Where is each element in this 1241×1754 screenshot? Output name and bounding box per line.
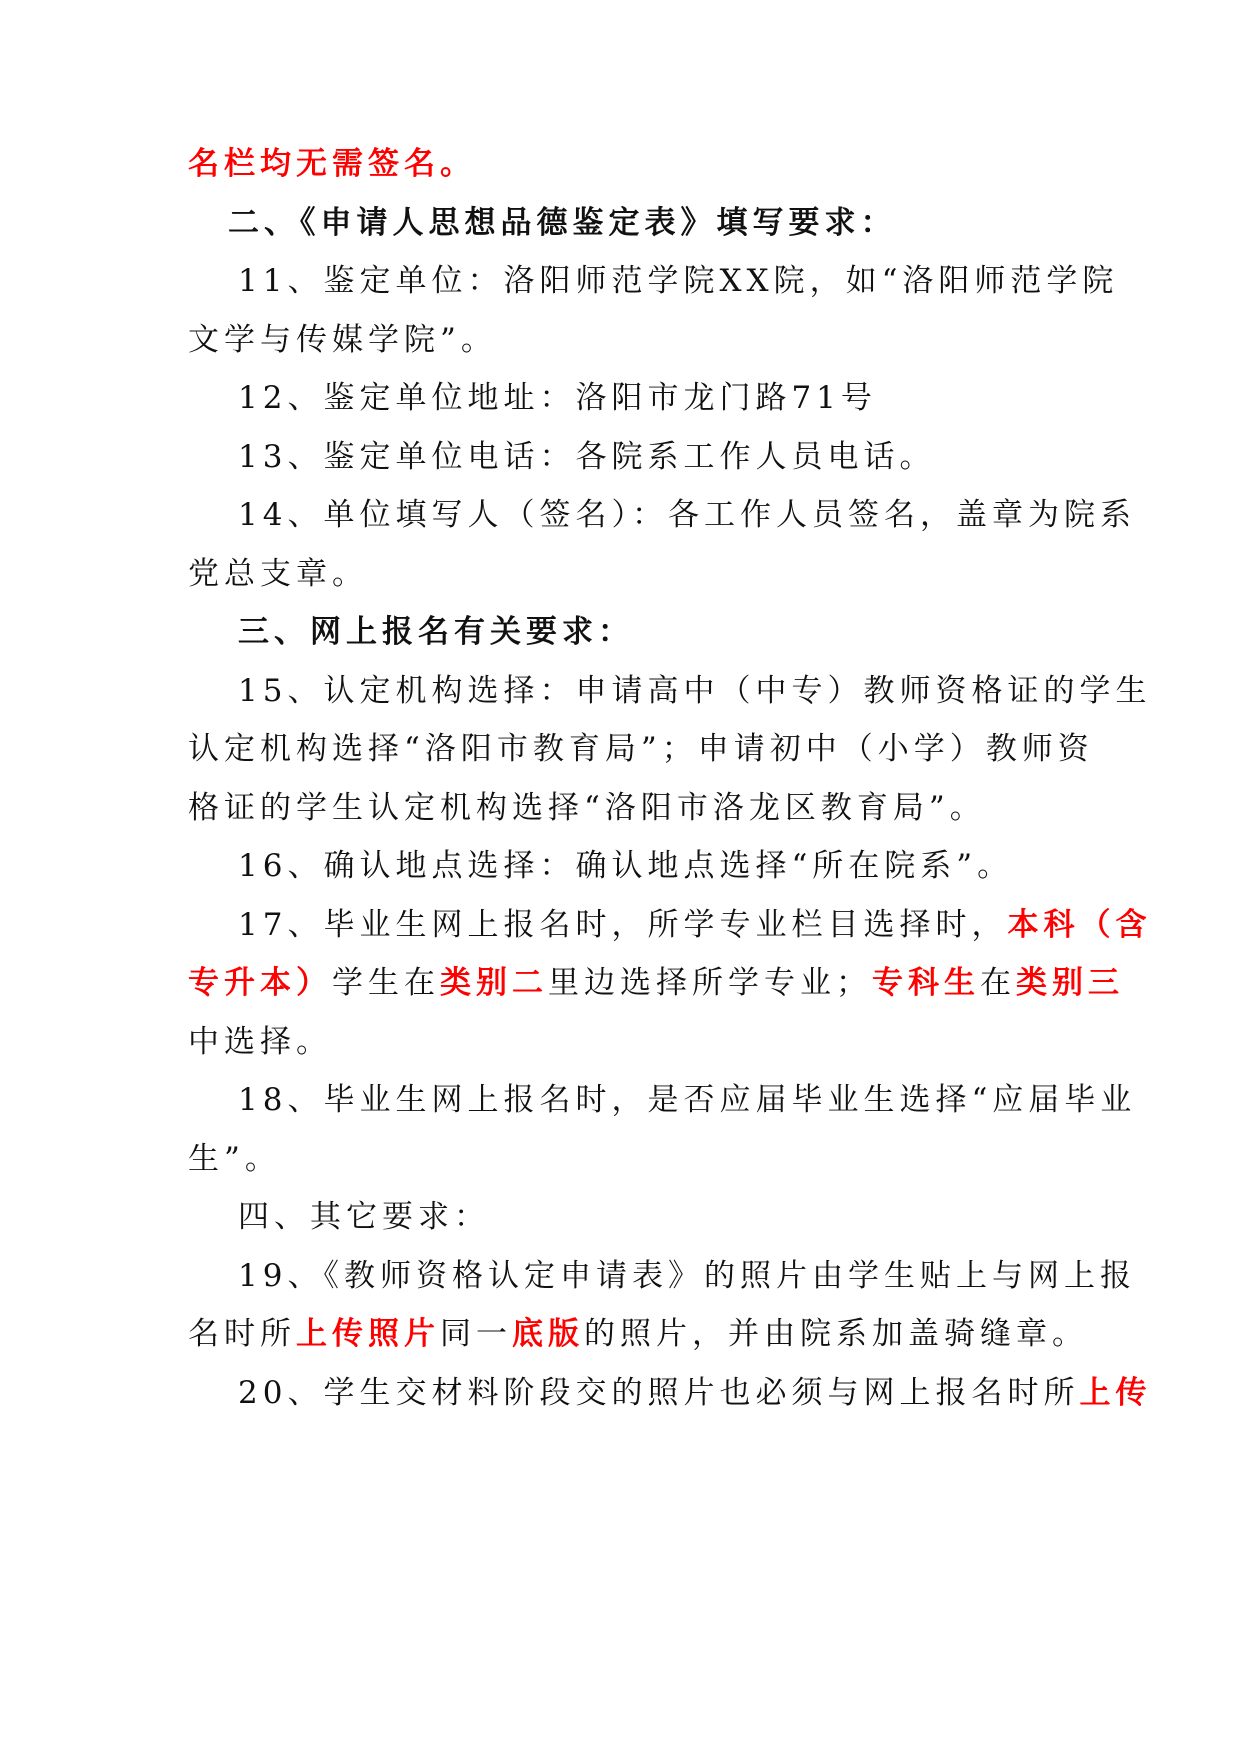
text-run: 里边选择所学专业；: [548, 965, 872, 1001]
text-run: 18、毕业生网上报名时，是否应届毕业生选择“应届毕业: [238, 1082, 1137, 1118]
item-17-line-2: [188, 963, 1124, 1003]
text-run: 四、其它要求：: [238, 1199, 490, 1235]
text-run: 三、网上报名有关要求：: [238, 614, 634, 650]
item-11-line-1: [238, 261, 1119, 301]
highlighted-text: 底版: [512, 1316, 584, 1352]
item-11-line-2: [188, 320, 1058, 360]
section-heading-4: [238, 1197, 1058, 1237]
item-17-line-3: [188, 1022, 1058, 1062]
item-15-line-3: [188, 788, 1058, 828]
text-run: 17、毕业生网上报名时，所学专业栏目选择时，: [238, 907, 1008, 943]
section-heading-3: [238, 612, 1058, 652]
text-run: 党总支章。: [188, 556, 368, 592]
text-run: 中选择。: [188, 1024, 332, 1060]
text-run: 格证的学生认定机构选择“洛阳市洛龙区教育局”。: [188, 790, 986, 826]
text-run: 认定机构选择“洛阳市教育局”；申请初中（小学）教师资: [188, 731, 1094, 767]
section-heading-2: [228, 203, 1048, 243]
text-run: 16、确认地点选择：确认地点选择“所在院系”。: [238, 848, 1014, 884]
text-run: 在: [980, 965, 1016, 1001]
text-run: 11、鉴定单位：洛阳师范学院XX院，如“洛阳师范学院: [238, 263, 1119, 299]
item-19-line-1: [238, 1256, 1136, 1296]
text-line-red-note: [188, 144, 1058, 184]
highlighted-text: 专科生: [872, 965, 980, 1001]
text-run: 生”。: [188, 1141, 281, 1177]
text-run: 同一: [440, 1316, 512, 1352]
text-run: 名时所: [188, 1316, 296, 1352]
text-run: 20、学生交材料阶段交的照片也必须与网上报名时所: [238, 1375, 1080, 1411]
item-14-line-1: [238, 495, 1136, 535]
text-run: 14、单位填写人（签名）：各工作人员签名，盖章为院系: [238, 497, 1136, 533]
text-run: 19、《教师资格认定申请表》的照片由学生贴上与网上报: [238, 1258, 1136, 1294]
item-13: [238, 437, 1058, 477]
item-16: [238, 846, 1058, 886]
item-12: [238, 378, 1058, 418]
text-run: 二、《申请人思想品德鉴定表》填写要求：: [228, 205, 897, 241]
text-run: 13、鉴定单位电话：各院系工作人员电话。: [238, 439, 936, 475]
text-run: 学生在: [332, 965, 440, 1001]
item-15-line-1: [238, 671, 1152, 711]
text-run: 文学与传媒学院”。: [188, 322, 497, 358]
highlighted-text: 类别三: [1016, 965, 1124, 1001]
text-run: 的照片，并由院系加盖骑缝章。: [584, 1316, 1088, 1352]
item-18-line-2: [188, 1139, 1058, 1179]
item-20-line-1: [238, 1373, 1152, 1413]
highlighted-text: 本科（含: [1007, 907, 1152, 943]
highlighted-text: 上传: [1079, 1375, 1152, 1411]
item-19-line-2: [188, 1314, 1088, 1354]
text-run: 12、鉴定单位地址：洛阳市龙门路71号: [238, 380, 877, 416]
item-18-line-1: [238, 1080, 1137, 1120]
highlighted-text: 名栏均无需签名。: [188, 146, 476, 182]
item-17-line-1: [238, 905, 1152, 945]
highlighted-text: 上传照片: [296, 1316, 440, 1352]
highlighted-text: 类别二: [440, 965, 548, 1001]
item-15-line-2: [188, 729, 1094, 769]
highlighted-text: 专升本）: [188, 965, 332, 1001]
text-run: 15、认定机构选择：申请高中（中专）教师资格证的学生: [238, 673, 1152, 709]
item-14-line-2: [188, 554, 1058, 594]
